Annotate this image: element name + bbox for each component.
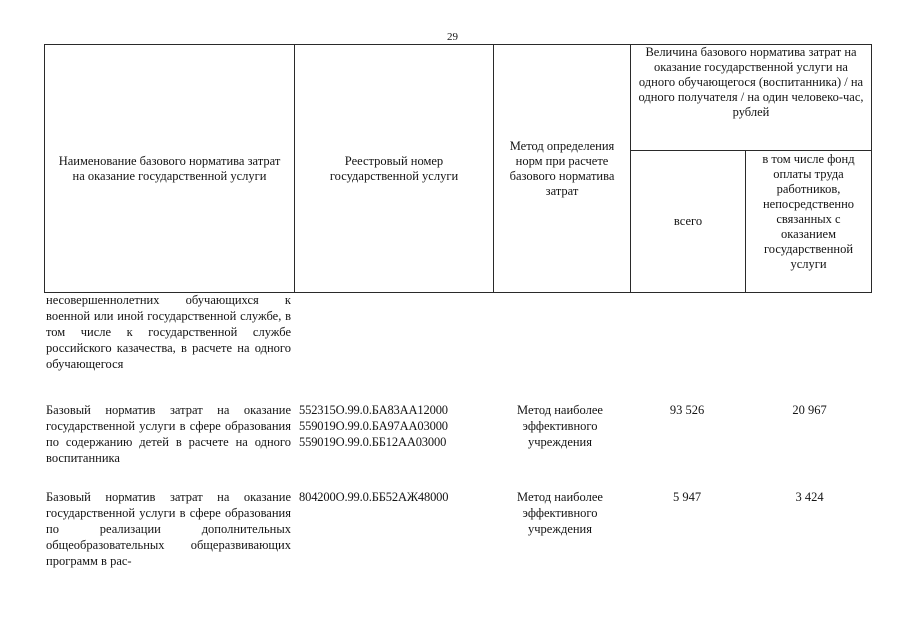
registry-code: 552315О.99.0.БА83АА12000 <box>299 403 448 417</box>
row-fund: 20 967 <box>792 403 827 417</box>
registry-code: 559019О.99.0.БА97АА03000 <box>299 419 448 433</box>
row-registry-codes <box>299 402 491 450</box>
header-col-value-group: Величина базового норматива затрат на оказание государственной услуги на одного обучающегося (воспитанника) / на одного получателя / на один человеко-час, рублей <box>631 45 872 151</box>
registry-code: 804200О.99.0.ББ52АЖ48000 <box>299 490 449 504</box>
row-method: Метод наиболее эффективного учреждения <box>517 490 603 536</box>
row-total: 5 947 <box>672 490 702 504</box>
row-total: 93 526 <box>669 403 705 417</box>
row-name: Базовый норматив затрат на оказание государственной услуги в сфере образования по содержанию детей в расчете на одного воспитанника <box>46 403 291 465</box>
row-name: Базовый норматив затрат на оказание государственной услуги в сфере образования по реализации дополнительных общеобразовательных общеразвивающих программ в рас- <box>46 490 291 568</box>
row-registry-codes <box>299 489 491 505</box>
header-col-name: Наименование базового норматива затрат на оказание государственной услуги <box>45 45 295 293</box>
row-name: несовершеннолетних обучающихся к военной или иной государственной службе, в том числе к государственной службе российского казачества, в расчете на одного обучающегося <box>46 293 291 371</box>
registry-code: 559019О.99.0.ББ12АА03000 <box>299 435 447 449</box>
header-col-registry: Реестровый номер государственной услуги <box>295 45 494 293</box>
page-number: 29 <box>447 31 458 43</box>
header-col-total: всего <box>631 151 746 293</box>
row-fund: 3 424 <box>795 490 824 504</box>
row-method: Метод наиболее эффективного учреждения <box>517 403 603 449</box>
header-col-fund: в том числе фонд оплаты труда работников, непосредственно связанных с оказанием государственной услуги <box>746 151 872 293</box>
header-col-method: Метод определения норм при расчете базового норматива затрат <box>494 45 631 293</box>
header-table <box>44 44 872 293</box>
